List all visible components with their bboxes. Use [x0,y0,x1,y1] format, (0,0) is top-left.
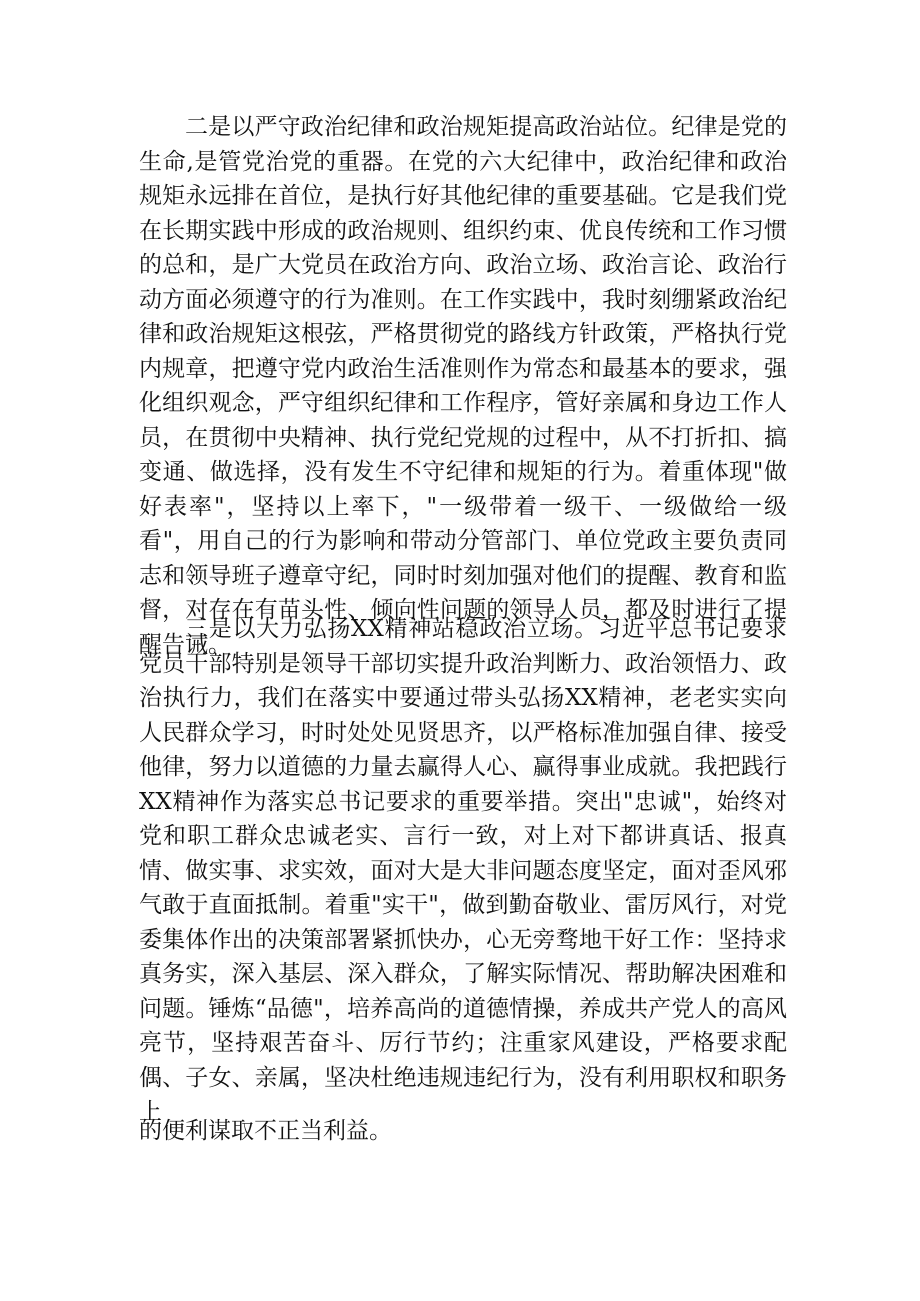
paragraph-political-discipline: 二是以严守政治纪律和政治规矩提高政治站位。纪律是党的生命,是管党治党的重器。在党的六大纪律中，政治纪律和政治规矩永远排在首位，是执行好其他纪律的重要基础。它是我们党在长期实践中形成的政治规则、组织约束、优良传统和工作习惯的总和，是广大党员在政治方向、政治立场、政治言论、政治行动方面必须遵守的行为准则。在工作实践中，我时刻绷紧政治纪律和政治规矩这根弦，严格贯彻党的路线方针政策，严格执行党内规章，把遵守党内政治生活准则作为常态和最基本的要求，强化组织观念，严守组织纪律和工作程序，管好亲属和身边工作人员，在贯彻中央精神、执行党纪党规的过程中，从不打折扣、搞变通、做选择，没有发生不守纪律和规矩的行为。着重体现"做好表率"，坚持以上率下，"一级带着一级干、一级做给一级看"，用自己的行为影响和带动分管部门、单位党政主要负责同志和领导班子遵章守纪，同时时刻加强对他们的提醒、教育和监督，对存在有苗头性、倾向性问题的领导人员，都及时进行了提醒告诫。 [139,114,787,658]
paragraph-political-stance: 三是以大力弘扬XX精神站稳政治立场。习近平总书记要求党员干部特别是领导干部切实提升政治判断力、政治领悟力、政治执行力，我们在落实中要通过带头弘扬XX精神，老老实实向人民群众学习，时时处处见贤思齐，以严格标准加强自律、接受他律，努力以道德的力量去赢得人心、赢得事业成就。我把践行XX精神作为落实总书记要求的重要举措。突出"忠诚"，始终对党和职工群众忠诚老实、言行一致，对上对下都讲真话、报真情、做实事、求实效，面对大是大非问题态度坚定，面对歪风邪气敢于直面抵制。着重"实干"，做到勤奋敬业、雷厉风行，对党委集体作出的决策部署紧抓快办，心无旁骛地干好工作：坚持求真务实，深入基层、深入群众，了解实际情况、帮助解决困难和问题。锤炼“品德"，培养高尚的道德情操，养成共产党人的高风亮节，坚持艰苦奋斗、厉行节约；注重家风建设，严格要求配偶、子女、亲属，坚决杜绝违规违纪行为，没有利用职权和职务上 [139,616,787,1125]
paragraph-continuation: 的便利谋取不正当利益。 [139,1118,392,1144]
